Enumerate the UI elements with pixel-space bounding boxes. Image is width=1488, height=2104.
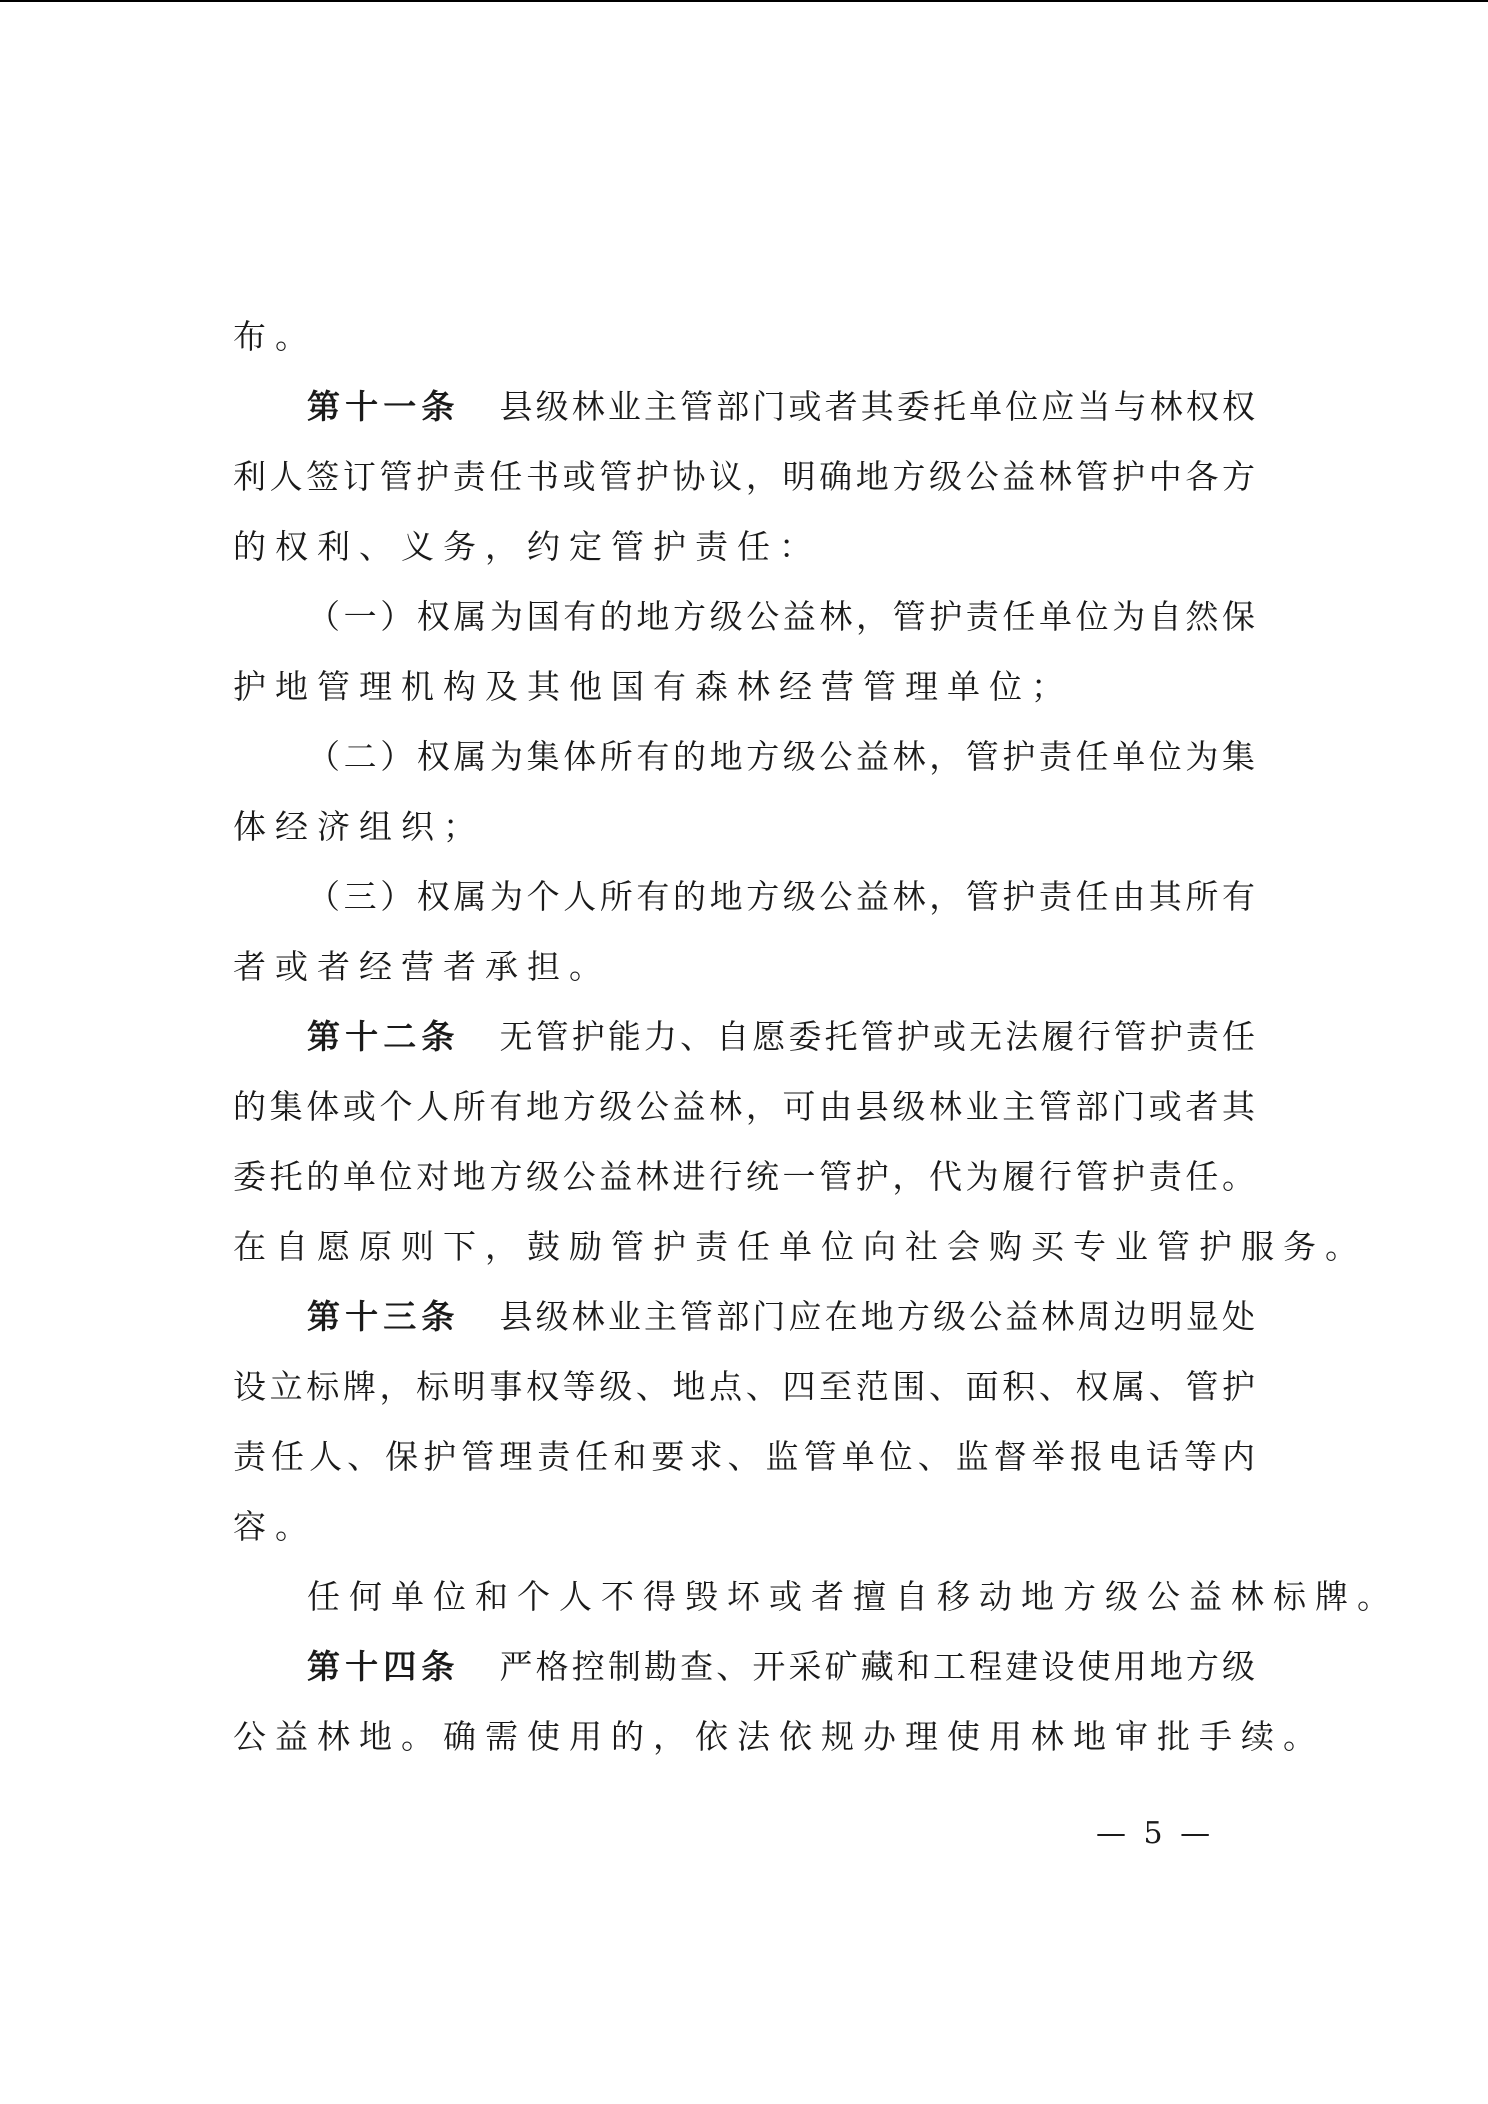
text-line (233, 862, 1255, 932)
article-paragraph (233, 1282, 1255, 1562)
paragraph (233, 582, 1255, 722)
text-line (233, 302, 1255, 372)
article-number: 第十二条 (307, 1017, 460, 1056)
text-line (233, 932, 1255, 1002)
line-text: （一）权属为国有的地方级公益林，管护责任单位为自然保 (307, 597, 1255, 636)
line-text: 利人签订管护责任书或管护协议，明确地方级公益林管护中各方 (233, 457, 1255, 496)
line-text: 县级林业主管部门应在地方级公益林周边明显处 (499, 1297, 1255, 1336)
line-text: （二）权属为集体所有的地方级公益林，管护责任单位为集 (307, 737, 1255, 776)
page-number: — 5 — (1096, 1816, 1215, 1851)
article-number: 第十三条 (307, 1297, 460, 1336)
line-text: 无管护能力、自愿委托管护或无法履行管护责任 (499, 1017, 1255, 1056)
article-paragraph (233, 1002, 1367, 1282)
text-line (233, 1632, 1255, 1702)
article-number: 第十四条 (307, 1647, 460, 1686)
paragraph (233, 302, 1255, 372)
article-number: 第十一条 (307, 387, 460, 426)
text-line (233, 512, 1255, 582)
line-text: 容。 (233, 1507, 317, 1546)
article-paragraph (233, 372, 1255, 582)
text-line (233, 792, 1255, 862)
text-line (233, 442, 1255, 512)
line-text: 的集体或个人所有地方级公益林，可由县级林业主管部门或者其 (233, 1087, 1255, 1126)
text-line (233, 1142, 1255, 1212)
paragraph (233, 862, 1255, 1002)
line-text: 任何单位和个人不得毁坏或者擅自移动地方级公益林标牌。 (307, 1577, 1399, 1616)
line-text: 的权利、义务，约定管护责任： (233, 527, 821, 566)
article-paragraph (233, 1632, 1325, 1772)
line-text: 者或者经营者承担。 (233, 947, 611, 986)
text-line (233, 1422, 1255, 1492)
line-text: 责任人、保护管理责任和要求、监管单位、监督举报电话等内 (233, 1437, 1255, 1476)
text-line (233, 652, 1255, 722)
line-text: 体经济组织； (233, 807, 485, 846)
text-line (233, 1562, 1399, 1632)
line-text: （三）权属为个人所有的地方级公益林，管护责任由其所有 (307, 877, 1255, 916)
text-line (233, 372, 1255, 442)
text-line (233, 1492, 1255, 1562)
line-text: 严格控制勘查、开采矿藏和工程建设使用地方级 (499, 1647, 1255, 1686)
line-text: 护地管理机构及其他国有森林经营管理单位； (233, 667, 1073, 706)
paragraph (233, 1562, 1399, 1632)
text-line (233, 1072, 1255, 1142)
text-line (233, 1282, 1255, 1352)
text-line (233, 1002, 1255, 1072)
text-line (233, 1702, 1325, 1772)
text-line (233, 582, 1255, 652)
line-text: 公益林地。确需使用的，依法依规办理使用林地审批手续。 (233, 1717, 1325, 1756)
page-top-border (0, 0, 1488, 2)
line-text: 在自愿原则下，鼓励管护责任单位向社会购买专业管护服务。 (233, 1227, 1367, 1266)
text-line (233, 722, 1255, 792)
document-body (233, 302, 1399, 1772)
paragraph (233, 722, 1255, 862)
line-text: 县级林业主管部门或者其委托单位应当与林权权 (499, 387, 1255, 426)
line-text: 设立标牌，标明事权等级、地点、四至范围、面积、权属、管护 (233, 1367, 1255, 1406)
line-text: 委托的单位对地方级公益林进行统一管护，代为履行管护责任。 (233, 1157, 1255, 1196)
text-line (233, 1212, 1367, 1282)
line-text: 布。 (233, 317, 317, 356)
text-line (233, 1352, 1255, 1422)
